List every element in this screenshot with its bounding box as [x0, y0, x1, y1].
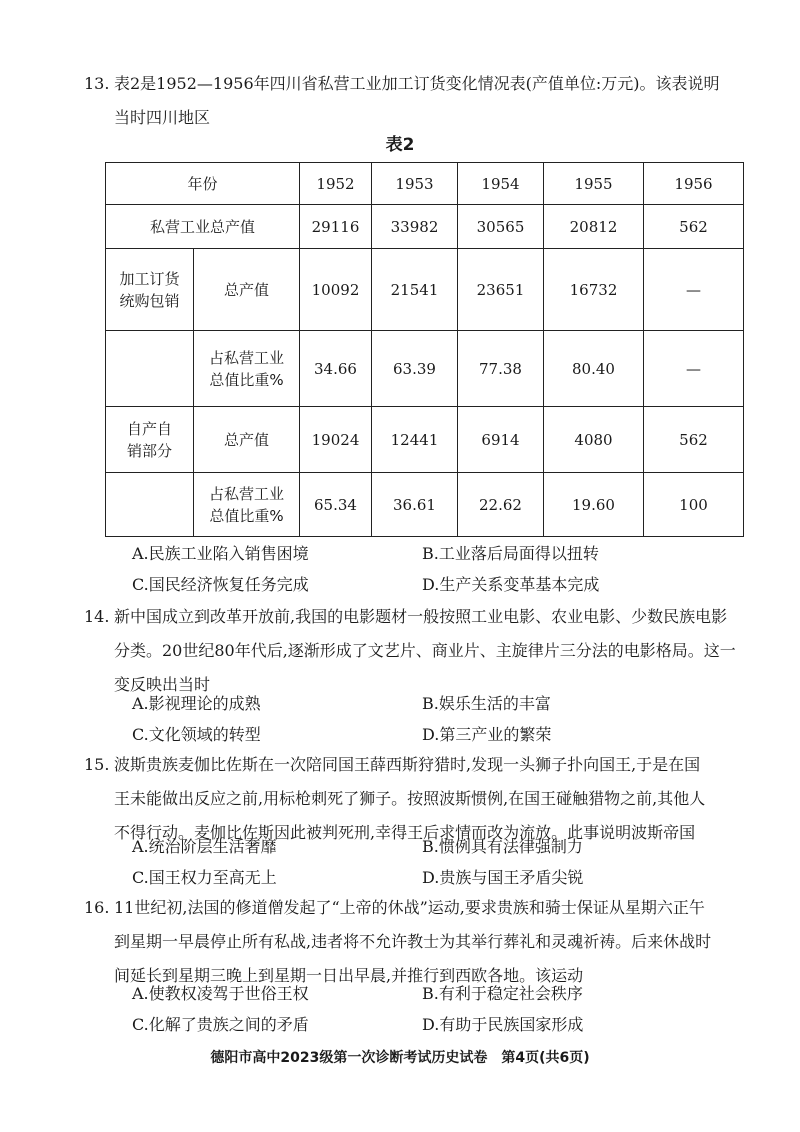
table-cell: 63.39	[372, 331, 458, 407]
q14-option-d[interactable]: D.第三产业的繁荣	[422, 725, 552, 744]
header-year-label: 年份	[106, 163, 300, 205]
q14-options	[132, 688, 732, 750]
q16-number: 16.	[84, 898, 110, 917]
table-cell: 34.66	[300, 331, 372, 407]
table-cell: 4080	[544, 407, 644, 473]
table-cell: 19024	[300, 407, 372, 473]
table-cell: 6914	[458, 407, 544, 473]
table-cell: 21541	[372, 249, 458, 331]
table-cell: 16732	[544, 249, 644, 331]
q15-line-2: 王未能做出反应之前,用标枪刺死了狮子。按照波斯惯例,在国王碰触猎物之前,其他人	[114, 789, 706, 808]
q15-option-c[interactable]: C.国王权力至高无上	[132, 868, 277, 887]
empty-cell	[106, 473, 194, 537]
q16-option-b[interactable]: B.有利于稳定社会秩序	[422, 984, 583, 1003]
q14-option-c[interactable]: C.文化领域的转型	[132, 725, 261, 744]
sub-output-label: 总产值	[194, 407, 300, 473]
q15-options	[132, 831, 732, 893]
table-cell: 10092	[300, 249, 372, 331]
q14-line-2: 分类。20世纪80年代后,逐渐形成了文艺片、商业片、主旋律片三分法的电影格局。这一	[114, 641, 736, 660]
table-title: 表2	[385, 135, 415, 155]
table-row-g1-share	[106, 331, 744, 407]
table-cell: 19.60	[544, 473, 644, 537]
table-cell: 100	[644, 473, 744, 537]
header-year: 1953	[372, 163, 458, 205]
page-footer: 德阳市高中2023级第一次诊断考试历史试卷 第4页(共6页)	[210, 1050, 590, 1066]
q16-option-a[interactable]: A.使教权凌驾于世俗王权	[132, 984, 309, 1003]
table-cell: 65.34	[300, 473, 372, 537]
q14-line-3: 变反映出当时	[114, 675, 211, 694]
table-cell: 20812	[544, 205, 644, 249]
table-row-g2-output	[106, 407, 744, 473]
q16-line-1: 16. 11世纪初,法国的修道僧发起了“上帝的休战”运动,要求贵族和骑士保证从星期六正午	[114, 891, 744, 925]
table-cell: 562	[644, 407, 744, 473]
q13-line-1: 13. 表2是1952—1956年四川省私营工业加工订货变化情况表(产值单位:万元)。该表说明	[114, 67, 744, 101]
table-cell: —	[644, 331, 744, 407]
table-cell: 30565	[458, 205, 544, 249]
q14-line-1: 14. 新中国成立到改革开放前,我国的电影题材一般按照工业电影、农业电影、少数民族电影	[114, 600, 744, 634]
table-cell: 12441	[372, 407, 458, 473]
q13-line-2: 当时四川地区	[114, 108, 211, 127]
q15-number: 15.	[84, 755, 110, 774]
q15-line-3: 不得行动。麦伽比佐斯因此被判死刑,幸得王后求情而改为流放。此事说明波斯帝国	[114, 823, 696, 842]
q16-line-3: 间延长到星期三晚上到星期一日出早晨,并推行到西欧各地。该运动	[114, 966, 584, 985]
table-cell: —	[644, 249, 744, 331]
table-cell: 29116	[300, 205, 372, 249]
q14-number: 14.	[84, 607, 110, 626]
sub-output-label: 总产值	[194, 249, 300, 331]
q13-option-c[interactable]: C.国民经济恢复任务完成	[132, 575, 309, 594]
table-cell: 23651	[458, 249, 544, 331]
table-cell: 36.61	[372, 473, 458, 537]
q13-number: 13.	[84, 74, 110, 93]
q15-option-d[interactable]: D.贵族与国王矛盾尖锐	[422, 868, 584, 887]
q16-line-2: 到星期一早晨停止所有私战,违者将不允许教士为其举行葬礼和灵魂祈祷。后来休战时	[114, 932, 712, 951]
q15-option-b[interactable]: B.惯例具有法律强制力	[422, 837, 583, 856]
q16-option-d[interactable]: D.有助于民族国家形成	[422, 1015, 584, 1034]
q15-option-a[interactable]: A.统治阶层生活奢靡	[132, 837, 277, 856]
q16-option-c[interactable]: C.化解了贵族之间的矛盾	[132, 1015, 309, 1034]
group1-label: 加工订货 统购包销	[106, 249, 194, 331]
header-year: 1956	[644, 163, 744, 205]
row-total-label: 私营工业总产值	[106, 205, 300, 249]
table-header-row	[106, 163, 744, 205]
question-13	[84, 67, 744, 135]
q13-option-b[interactable]: B.工业落后局面得以扭转	[422, 544, 599, 563]
table-cell: 80.40	[544, 331, 644, 407]
header-year: 1952	[300, 163, 372, 205]
empty-cell	[106, 331, 194, 407]
header-year: 1954	[458, 163, 544, 205]
q13-option-a[interactable]: A.民族工业陷入销售困境	[132, 544, 309, 563]
question-14	[84, 600, 744, 702]
header-year: 1955	[544, 163, 644, 205]
sub-share-label: 占私营工业 总值比重%	[194, 331, 300, 407]
table-row-g1-output	[106, 249, 744, 331]
q16-options	[132, 978, 732, 1040]
q14-option-a[interactable]: A.影视理论的成熟	[132, 694, 261, 713]
q14-option-b[interactable]: B.娱乐生活的丰富	[422, 694, 551, 713]
q15-line-1: 15. 波斯贵族麦伽比佐斯在一次陪同国王薛西斯狩猎时,发现一头狮子扑向国王,于是在国	[114, 748, 744, 782]
table-cell: 562	[644, 205, 744, 249]
table-row-g2-share	[106, 473, 744, 537]
table-cell: 22.62	[458, 473, 544, 537]
sub-share-label: 占私营工业 总值比重%	[194, 473, 300, 537]
q13-option-d[interactable]: D.生产关系变革基本完成	[422, 575, 600, 594]
table-cell: 77.38	[458, 331, 544, 407]
table-row-total	[106, 205, 744, 249]
q13-options	[132, 538, 732, 600]
data-table	[105, 162, 744, 537]
table-cell: 33982	[372, 205, 458, 249]
group2-label: 自产自 销部分	[106, 407, 194, 473]
